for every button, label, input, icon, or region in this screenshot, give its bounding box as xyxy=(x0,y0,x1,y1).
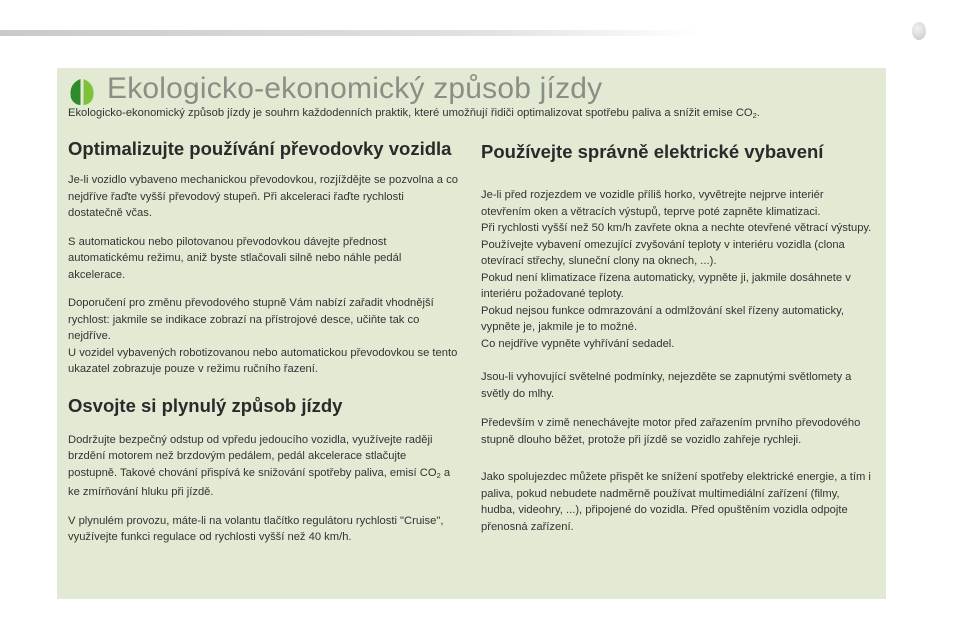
paragraph-gear-recommendation: Doporučení pro změnu převodového stupně Vám nabízí zařadit vhodnější rychlost: jakmile se indikace zobrazí na přístrojové desce, učiňte tak co nejdříve. xyxy=(68,297,434,342)
paragraph-engine-warmup: Především v zimě nenechávejte motor před zařazením prvního převodového stupně dlouho běžet, protože při jízdě se vozidlo zahřeje rychleji. xyxy=(481,417,861,446)
paragraph-cruise-control: V plynulém provozu, máte-li na volantu tlačítko regulátoru rychlosti "Cruise", využívejte funkci regulace od rychlosti vyšší než 40 km/h. xyxy=(68,514,444,543)
paragraph-headlights: Jsou-li vyhovující světelné podmínky, nejezděte se zapnutými světlomety a světly do mlhy. xyxy=(481,371,852,400)
paragraph-gear-indicator: U vozidel vybavených robotizovanou nebo automatickou převodovkou se tento ukazatel zobrazuje pouze v režimu ručního řazení. xyxy=(68,346,458,375)
tip-line: Používejte vybavení omezující zvyšování teploty v interiéru vozidla (clona otevírací střechy, sluneční clony na oknech, ...). xyxy=(481,238,845,267)
tip-line: Pokud není klimatizace řízena automaticky, vypněte ji, jakmile dosáhnete v interiéru požadované teploty. xyxy=(481,271,851,300)
left-column xyxy=(68,138,458,546)
eco-leaf-icon xyxy=(68,78,96,106)
electrical-tips-block xyxy=(481,187,876,352)
paragraph-safe-distance: Dodržujte bezpečný odstup od vpředu jedoucího vozidla, využívejte raději brzdění motorem než brzdovým pedálem, pedál akcelerace stlačujte postupně. Takové chování přispívá ke snižování spotřeby paliva, emisí $CO_2$ a ke zmírňování hluku při jízdě. xyxy=(68,433,451,498)
tip-line: Co nejdříve vypněte vyhřívání sedadel. xyxy=(481,337,675,350)
heading-electrical-equipment: Používejte správně elektrické vybavení xyxy=(481,141,824,162)
heading-smooth-driving: Osvojte si plynulý způsob jízdy xyxy=(68,394,343,416)
corner-dot xyxy=(912,22,926,40)
page-title: Ekologicko-ekonomický způsob jízdy xyxy=(107,72,603,105)
paragraph-passenger-devices: Jako spolujezdec můžete přispět ke snížení spotřeby elektrické energie, a tím i paliva, pokud nebudete nadměrně používat multimediální zařízení (filmy, hudba, videohry, ...), připojené do vozidla. Před opuštěním vozidla odpojte přenosná zařízení. xyxy=(481,471,871,533)
paragraph-automatic-gearbox: S automatickou nebo pilotovanou převodovkou dávejte přednost automatickému režimu, aniž byste stlačovali silně nebo náhle pedál akcelerace. xyxy=(68,235,402,281)
paragraph-manual-gearbox: Je-li vozidlo vybaveno mechanickou převodovkou, rozjíždějte se pozvolna a co nejdříve řaďte vyšší převodový stupeň. Při akceleraci řaďte rychlosti dostatečně včas. xyxy=(68,174,458,219)
tip-line: Je-li před rozjezdem ve vozidle příliš horko, vyvětrejte nejprve interiér otevřením oken a větracích výstupů, teprve poté zapněte klimatizaci. xyxy=(481,189,824,218)
tip-line: Při rychlosti vyšší než 50 km/h zavřete okna a nechte otevřené větrací výstupy. xyxy=(481,222,872,234)
intro-text: Ekologicko-ekonomický způsob jízdy je souhrn každodenních praktik, které umožňují řidiči optimalizovat spotřebu paliva a snížit emise $CO_2$. xyxy=(68,107,760,120)
tip-line: Pokud nejsou funkce odmrazování a odmlžování skel řízeny automaticky, vypněte je, jakmile je to možné. xyxy=(481,304,844,333)
heading-gearbox: Optimalizujte používání převodovky vozidla xyxy=(68,138,452,159)
top-rule xyxy=(0,30,700,36)
right-column xyxy=(481,138,876,535)
